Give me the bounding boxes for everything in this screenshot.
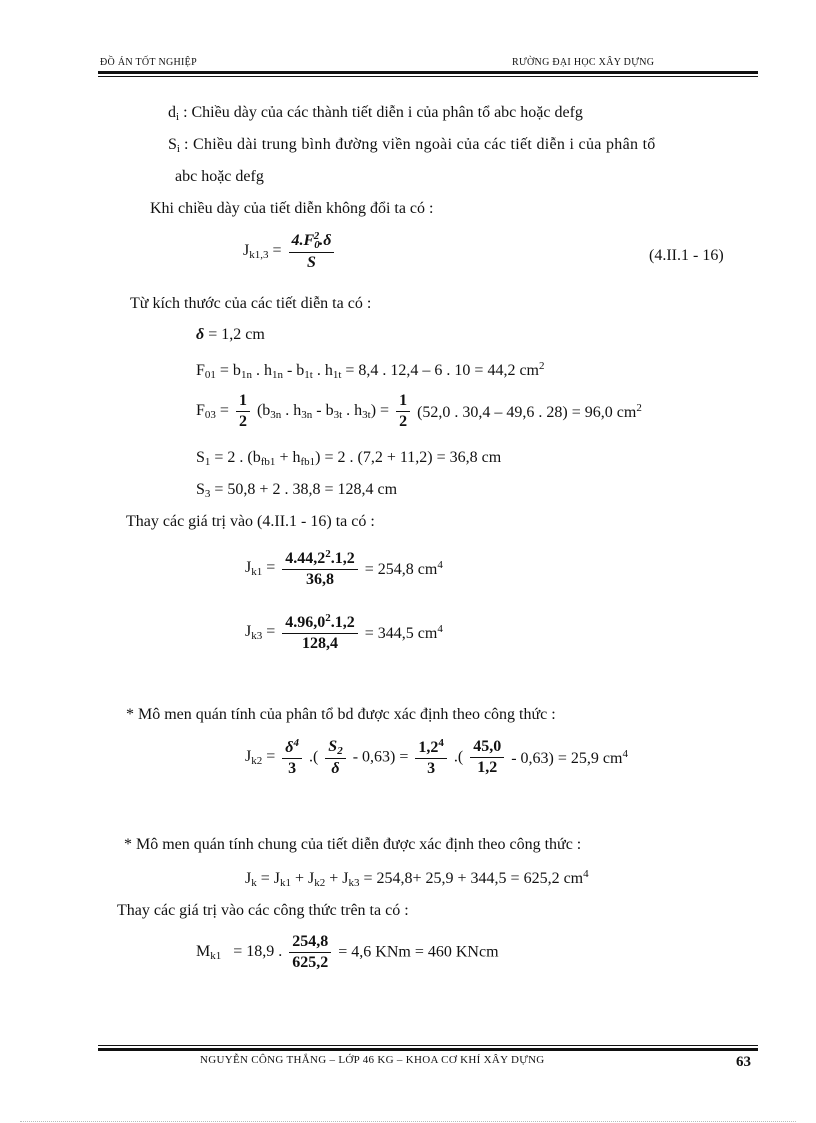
mk1-result: = 4,6 KNm = 460 KNcm (338, 943, 499, 961)
equation-jk: $J_k = J_{k1} + J_{k2} + J_{k3} = 254,8+ 25,9 + 344,5 = 625,2$ $cm^4$ (245, 868, 589, 889)
jk-result: = 254,8+ 25,9 + 344,5 = 625,2 cm (363, 870, 584, 887)
s1-line: $S_1 = 2$ . $(b_{fb1} + h_{fb1}) = 2$ . (7,2 + 11,2) = 36,8 cm (196, 449, 502, 468)
f01-value: = 8,4 . 12,4 – 6 . 10 = 44,2 cm (345, 362, 539, 379)
equation-mk1: $M_{k1}$ = 18,9 . $\frac{254,8}{625,2}$ = 4,6 KNm = 460 KNcm (196, 933, 499, 971)
s-definition-text: : Chiều dài trung bình đường viền ngoài của các tiết diễn i của phân tổ (183, 136, 656, 153)
paragraph-mo2: * Mô men quán tính chung của tiết diễn được xác định theo công thức : (124, 836, 582, 853)
jk3-numerator: 4.96,0 (285, 614, 326, 631)
s-definition-cont: abc hoặc defg (175, 168, 264, 185)
f03-value: (52,0 . 30,4 – 49,6 . 28) = 96,0 cm (417, 403, 637, 421)
equation-jk1: $J_{k1}$ = $\frac{4.44,2^2.1,2}{36,8}$ = 254,8 $cm^4$ (245, 548, 443, 588)
jk3-denominator: 128,4 (302, 635, 339, 652)
footer-text: NGUYỄN CÔNG THẮNG – LỚP 46 KG – KHOA CƠ KHÍ XÂY DỰNG (200, 1054, 545, 1066)
s-symbol: $S_i$ (168, 136, 180, 155)
delta-line: δ = 1,2 cm (196, 326, 265, 343)
bottom-dotted-edge (20, 1121, 796, 1122)
mk1-fraction (289, 933, 331, 972)
equation-jk3: $J_{k3}$ = $\frac{4.96,0^2.1,2}{128,4}$ = 344,5 $cm^4$ (245, 612, 443, 652)
header-rule-thick (98, 71, 758, 74)
paragraph-tu: Từ kích thước của các tiết diễn ta có : (130, 295, 372, 312)
paragraph-thay1: Thay các giá trị vào (4.II.1 - 16) ta có : (126, 513, 375, 530)
footer-rule-thick (98, 1048, 758, 1051)
jk2-numerator: 45,0 (470, 738, 504, 758)
d-definition-text: : Chiều dày của các thành tiết diễn i của phân tổ abc hoặc defg (183, 104, 583, 121)
equation-jk13: $J_{k1,3}$ = $\frac{4.F_0^2.\delta}{S}$ (243, 230, 337, 272)
header-right: RƯỜNG ĐẠI HỌC XÂY DỰNG (512, 57, 655, 68)
header-left: ĐỒ ÁN TỐT NGHIỆP (100, 57, 197, 68)
jk3-result: = 344,5 cm (364, 624, 438, 642)
paragraph-thay2: Thay các giá trị vào các công thức trên ta có : (117, 902, 409, 919)
s3-value: = 50,8 + 2 . 38,8 = 128,4 cm (214, 481, 398, 498)
d-symbol: $d_i$ (168, 104, 180, 123)
s3-line: $S_3 = 50,8 + 2$ . 38,8 = 128,4 cm (196, 481, 398, 500)
jk2-result: - 0,63) = 25,9 cm (511, 749, 623, 767)
mk1-numerator: 254,8 (289, 933, 331, 953)
jk2-fraction (470, 738, 504, 777)
equation-jk2: $J_{k2}$ = $\frac{\delta^4}{3}$ .( $\frac{S_2}{\delta}$ - 0,63) = $\frac{1,2^4}{3}$ .( $\frac{45,0}{1,2}$ - 0,63) = 25,9 $cm^4$ (245, 737, 628, 777)
jk1-result: = 254,8 cm (364, 560, 438, 578)
f03-line: $F_{03}$ = $\frac{1}{2}$ ($b_{3n}$ . $h_{3n} - b_{3t}$ . $h_{3t}$) = $\frac{1}{2}$ (52,0 . 30,4 – 49,6 . 28) = 96,0 $cm^2$ (196, 392, 642, 430)
s1-value: ) = 2 . (7,2 + 11,2) = 36,8 cm (315, 449, 502, 466)
jk1-fraction: $\frac{4.44,2^2.1,2}{36,8}$ (282, 548, 358, 589)
f01-line: $F_{01} = b_{1n}$ . $h_{1n} - b_{1t}$ . $h_{1t} = 8,4$ . 12,4 – 6 . 10 = 44,2 $cm^2$ (196, 360, 545, 381)
jk2-denominator: 1,2 (477, 759, 498, 776)
paragraph-mo1: * Mô men quán tính của phân tổ bd được xác định theo công thức : (126, 706, 556, 723)
jk1-numerator: 4.44,2 (285, 550, 326, 567)
equation-reference: (4.II.1 - 16) (649, 247, 724, 264)
d-definition (168, 104, 583, 123)
footer-rule-thin (98, 1045, 758, 1046)
s-definition (168, 136, 656, 155)
jk3-fraction: $\frac{4.96,0^2.1,2}{128,4}$ (282, 612, 358, 653)
jk13-fraction: $\frac{4.F_0^2.\delta}{S}$ (289, 230, 335, 272)
page-number: 63 (736, 1054, 751, 1070)
delta-value: = 1,2 cm (208, 326, 265, 343)
mk1-denominator: 625,2 (292, 954, 329, 971)
paragraph-khi: Khi chiều dày của tiết diễn không đổi ta có : (150, 200, 434, 217)
mk1-prefix: = 18,9 . (233, 943, 283, 960)
header-rule-thin (98, 76, 758, 77)
jk1-denominator: 36,8 (306, 571, 335, 588)
